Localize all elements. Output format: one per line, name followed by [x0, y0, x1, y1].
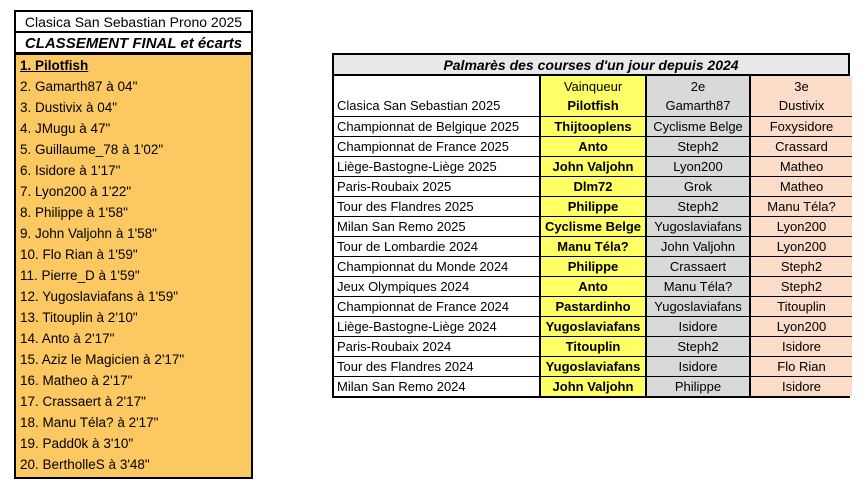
race-cell: Liège-Bastogne-Liège 2024: [334, 316, 540, 336]
winner-cell: Anto: [540, 276, 646, 296]
palmares-row: [334, 236, 852, 256]
palmares-row: [334, 196, 852, 216]
second-cell: Crassaert: [646, 256, 750, 276]
standings-list: [16, 55, 251, 477]
standings-entry-12: 12. Yugoslaviafans à 1'59": [20, 289, 178, 304]
second-cell: Cyclisme Belge: [646, 116, 750, 136]
winner-cell: Philippe: [540, 196, 646, 216]
race-cell: Paris-Roubaix 2025: [334, 176, 540, 196]
standings-entry-15: 15. Aziz le Magicien à 2'17": [20, 352, 185, 367]
race-cell: Championnat du Monde 2024: [334, 256, 540, 276]
palmares-row: [334, 296, 852, 316]
winner-cell: Thijtooplens: [540, 116, 646, 136]
standings-entry-4: 4. JMugu à 47": [20, 121, 111, 136]
third-cell: Steph2: [750, 276, 852, 296]
race-cell: Milan San Remo 2024: [334, 376, 540, 396]
palmares-row: [334, 376, 852, 396]
column-header-race: [334, 76, 540, 96]
standings-entry-18: 18. Manu Téla? à 2'17": [20, 415, 159, 430]
winner-cell: Pilotfish: [540, 96, 646, 116]
race-cell: Tour de Lombardie 2024: [334, 236, 540, 256]
second-cell: Philippe: [646, 376, 750, 396]
third-cell: Dustivix: [750, 96, 852, 116]
palmares-row: [334, 136, 852, 156]
palmares-title: Palmarès des courses d'un jour depuis 2024: [334, 55, 848, 76]
column-header-second: 2e: [646, 76, 750, 96]
second-cell: Isidore: [646, 356, 750, 376]
standings-entry-16: 16. Matheo à 2'17": [20, 373, 133, 388]
race-cell: Championnat de France 2024: [334, 296, 540, 316]
standings-entry-14: 14. Anto à 2'17": [20, 331, 115, 346]
palmares-row: [334, 276, 852, 296]
palmares-row: [334, 356, 852, 376]
palmares-row: [334, 336, 852, 356]
palmares-row: [334, 156, 852, 176]
third-cell: Flo Rian: [750, 356, 852, 376]
winner-cell: Titouplin: [540, 336, 646, 356]
palmares-row: [334, 256, 852, 276]
standings-entry-9: 9. John Valjohn à 1'58": [20, 226, 157, 241]
left-panel-title: Clasica San Sebastian Prono 2025: [16, 12, 251, 33]
third-cell: Steph2: [750, 256, 852, 276]
race-cell: Clasica San Sebastian 2025: [334, 96, 540, 116]
third-cell: Isidore: [750, 376, 852, 396]
winner-cell: John Valjohn: [540, 376, 646, 396]
winner-cell: Philippe: [540, 256, 646, 276]
palmares-row: [334, 116, 852, 136]
race-cell: Tour des Flandres 2024: [334, 356, 540, 376]
third-cell: Titouplin: [750, 296, 852, 316]
third-cell: Lyon200: [750, 236, 852, 256]
third-cell: Matheo: [750, 176, 852, 196]
standings-entry-5: 5. Guillaume_78 à 1'02": [20, 142, 164, 157]
second-cell: Isidore: [646, 316, 750, 336]
left-panel-subtitle: CLASSEMENT FINAL et écarts: [16, 33, 251, 55]
third-cell: Foxysidore: [750, 116, 852, 136]
column-header-third: 3e: [750, 76, 852, 96]
second-cell: Gamarth87: [646, 96, 750, 116]
second-cell: Steph2: [646, 196, 750, 216]
second-cell: John Valjohn: [646, 236, 750, 256]
race-cell: Championnat de Belgique 2025: [334, 116, 540, 136]
second-cell: Yugoslaviafans: [646, 216, 750, 236]
winner-cell: Dlm72: [540, 176, 646, 196]
palmares-row: [334, 176, 852, 196]
standings-entry-19: 19. Padd0k à 3'10": [20, 436, 134, 451]
second-cell: Steph2: [646, 136, 750, 156]
second-cell: Lyon200: [646, 156, 750, 176]
column-header-winner: Vainqueur: [540, 76, 646, 96]
race-cell: Jeux Olympiques 2024: [334, 276, 540, 296]
palmares-table: [334, 76, 852, 396]
palmares-row: [334, 216, 852, 236]
second-cell: Grok: [646, 176, 750, 196]
race-cell: Milan San Remo 2025: [334, 216, 540, 236]
winner-cell: John Valjohn: [540, 156, 646, 176]
winner-cell: Anto: [540, 136, 646, 156]
final-standings-panel: [14, 10, 253, 479]
standings-entry-2: 2. Gamarth87 à 04": [20, 79, 138, 94]
second-cell: Steph2: [646, 336, 750, 356]
standings-entry-13: 13. Titouplin à 2'10": [20, 310, 138, 325]
race-cell: Paris-Roubaix 2024: [334, 336, 540, 356]
third-cell: Lyon200: [750, 316, 852, 336]
palmares-panel: [332, 53, 850, 398]
race-cell: Liège-Bastogne-Liège 2025: [334, 156, 540, 176]
third-cell: Lyon200: [750, 216, 852, 236]
winner-cell: Cyclisme Belge: [540, 216, 646, 236]
palmares-row: [334, 96, 852, 116]
third-cell: Crassard: [750, 136, 852, 156]
standings-entry-7: 7. Lyon200 à 1'22": [20, 184, 132, 199]
winner-cell: Yugoslaviafans: [540, 316, 646, 336]
winner-cell: Yugoslaviafans: [540, 356, 646, 376]
winner-cell: Manu Téla?: [540, 236, 646, 256]
standings-entry-8: 8. Philippe à 1'58": [20, 205, 128, 220]
standings-entry-20: 20. BertholleS à 3'48": [20, 457, 150, 472]
standings-entry-1: 1. Pilotfish: [20, 58, 89, 73]
race-cell: Tour des Flandres 2025: [334, 196, 540, 216]
standings-entry-10: 10. Flo Rian à 1'59": [20, 247, 138, 262]
race-cell: Championnat de France 2025: [334, 136, 540, 156]
winner-cell: Pastardinho: [540, 296, 646, 316]
standings-entry-6: 6. Isidore à 1'17": [20, 163, 121, 178]
palmares-row: [334, 316, 852, 336]
standings-entry-11: 11. Pierre_D à 1'59": [20, 268, 140, 283]
third-cell: Manu Téla?: [750, 196, 852, 216]
third-cell: Matheo: [750, 156, 852, 176]
third-cell: Isidore: [750, 336, 852, 356]
standings-entry-3: 3. Dustivix à 04": [20, 100, 118, 115]
palmares-header: [334, 76, 852, 96]
second-cell: Manu Téla?: [646, 276, 750, 296]
palmares-body: [334, 96, 852, 396]
standings-entry-17: 17. Crassaert à 2'17": [20, 394, 146, 409]
second-cell: Yugoslaviafans: [646, 296, 750, 316]
